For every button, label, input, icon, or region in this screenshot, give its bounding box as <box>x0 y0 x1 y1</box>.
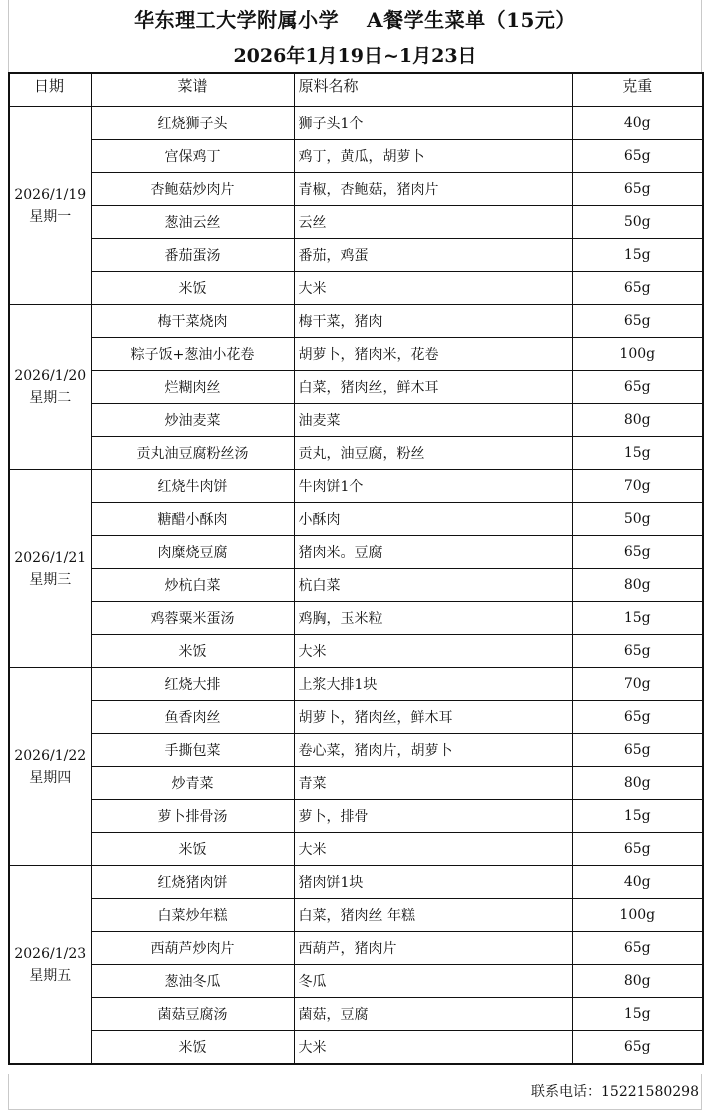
dish-cell: 红烧牛肉饼 <box>91 470 294 503</box>
dish-cell: 米饭 <box>91 272 294 305</box>
dish-cell: 鱼香肉丝 <box>91 701 294 734</box>
dish-cell: 红烧大排 <box>91 668 294 701</box>
dish-cell: 贡丸油豆腐粉丝汤 <box>91 437 294 470</box>
ingredients-cell: 云丝 <box>294 206 572 239</box>
table-row <box>9 305 703 338</box>
weight-cell: 40g <box>572 107 703 140</box>
header-dish: 菜谱 <box>91 73 294 107</box>
dish-cell: 西葫芦炒肉片 <box>91 932 294 965</box>
table-row <box>9 668 703 701</box>
weight-cell: 80g <box>572 767 703 800</box>
ingredients-cell: 猪肉饼1块 <box>294 866 572 899</box>
dish-cell: 红烧狮子头 <box>91 107 294 140</box>
day-cell <box>9 470 91 668</box>
table-row <box>9 602 703 635</box>
table-row <box>9 932 703 965</box>
dish-cell: 糖醋小酥肉 <box>91 503 294 536</box>
weight-cell: 65g <box>572 305 703 338</box>
weight-cell: 65g <box>572 635 703 668</box>
day-cell <box>9 107 91 305</box>
day-date: 2026/1/20 <box>14 368 87 384</box>
table-row <box>9 272 703 305</box>
day-cell <box>9 305 91 470</box>
table-row <box>9 635 703 668</box>
dish-cell: 米饭 <box>91 1031 294 1065</box>
weight-cell: 65g <box>572 833 703 866</box>
weight-cell: 40g <box>572 866 703 899</box>
weight-cell: 65g <box>572 371 703 404</box>
weight-cell: 65g <box>572 701 703 734</box>
menu-table <box>8 72 704 1065</box>
menu-title: 华东理工大学附属小学 A餐学生菜单（15元） <box>8 0 702 40</box>
ingredients-cell: 白菜，猪肉丝 年糕 <box>294 899 572 932</box>
contact-footer: 联系电话：15221580298 <box>8 1074 702 1110</box>
table-row <box>9 173 703 206</box>
ingredients-cell: 狮子头1个 <box>294 107 572 140</box>
dish-cell: 萝卜排骨汤 <box>91 800 294 833</box>
weight-cell: 15g <box>572 437 703 470</box>
ingredients-cell: 油麦菜 <box>294 404 572 437</box>
ingredients-cell: 萝卜，排骨 <box>294 800 572 833</box>
table-row <box>9 569 703 602</box>
table-row <box>9 899 703 932</box>
day-weekday: 星期二 <box>29 390 72 406</box>
dish-cell: 手撕包菜 <box>91 734 294 767</box>
table-row <box>9 998 703 1031</box>
ingredients-cell: 大米 <box>294 635 572 668</box>
day-weekday: 星期四 <box>29 769 72 786</box>
table-row <box>9 107 703 140</box>
weight-cell: 15g <box>572 800 703 833</box>
ingredients-cell: 西葫芦，猪肉片 <box>294 932 572 965</box>
table-row <box>9 239 703 272</box>
table-row <box>9 140 703 173</box>
dish-cell: 葱油云丝 <box>91 206 294 239</box>
date-range-subtitle: 2026年1月19日~1月23日 <box>8 40 702 72</box>
ingredients-cell: 冬瓜 <box>294 965 572 998</box>
table-row <box>9 734 703 767</box>
weight-cell: 65g <box>572 173 703 206</box>
dish-cell: 红烧猪肉饼 <box>91 866 294 899</box>
table-row <box>9 371 703 404</box>
ingredients-cell: 杭白菜 <box>294 569 572 602</box>
dish-cell: 炒油麦菜 <box>91 404 294 437</box>
weight-cell: 80g <box>572 569 703 602</box>
weight-cell: 50g <box>572 503 703 536</box>
weight-cell: 80g <box>572 404 703 437</box>
ingredients-cell: 鸡丁，黄瓜，胡萝卜 <box>294 140 572 173</box>
header-row <box>9 73 703 107</box>
ingredients-cell: 猪肉米。豆腐 <box>294 536 572 569</box>
dish-cell: 鸡蓉粟米蛋汤 <box>91 602 294 635</box>
ingredients-cell: 卷心菜，猪肉片，胡萝卜 <box>294 734 572 767</box>
ingredients-cell: 胡萝卜，猪肉米，花卷 <box>294 338 572 371</box>
ingredients-cell: 大米 <box>294 272 572 305</box>
weight-cell: 65g <box>572 536 703 569</box>
weight-cell: 65g <box>572 140 703 173</box>
dish-cell: 宫保鸡丁 <box>91 140 294 173</box>
day-weekday: 星期一 <box>29 208 72 225</box>
weight-cell: 100g <box>572 899 703 932</box>
weight-cell: 65g <box>572 734 703 767</box>
dish-cell: 米饭 <box>91 635 294 668</box>
ingredients-cell: 鸡胸，玉米粒 <box>294 602 572 635</box>
dish-cell: 粽子饭+葱油小花卷 <box>91 338 294 371</box>
dish-cell: 梅干菜烧肉 <box>91 305 294 338</box>
weight-cell: 15g <box>572 239 703 272</box>
table-row <box>9 866 703 899</box>
day-date: 2026/1/21 <box>14 549 87 566</box>
dish-cell: 炒青菜 <box>91 767 294 800</box>
table-row <box>9 800 703 833</box>
ingredients-cell: 贡丸，油豆腐，粉丝 <box>294 437 572 470</box>
table-row <box>9 1031 703 1065</box>
table-row <box>9 404 703 437</box>
day-date: 2026/1/22 <box>14 747 87 764</box>
ingredients-cell: 牛肉饼1个 <box>294 470 572 503</box>
menu-body <box>9 107 703 1065</box>
day-date: 2026/1/23 <box>14 945 87 962</box>
ingredients-cell: 大米 <box>294 1031 572 1065</box>
ingredients-cell: 青椒，杏鲍菇，猪肉片 <box>294 173 572 206</box>
header-weight: 克重 <box>572 73 703 107</box>
day-weekday: 星期五 <box>29 967 72 984</box>
menu-sheet <box>8 0 702 1065</box>
ingredients-cell: 胡萝卜，猪肉丝，鲜木耳 <box>294 701 572 734</box>
dish-cell: 烂糊肉丝 <box>91 371 294 404</box>
table-row <box>9 767 703 800</box>
dish-cell: 葱油冬瓜 <box>91 965 294 998</box>
dish-cell: 杏鲍菇炒肉片 <box>91 173 294 206</box>
ingredients-cell: 白菜，猪肉丝，鲜木耳 <box>294 371 572 404</box>
dish-cell: 白菜炒年糕 <box>91 899 294 932</box>
weight-cell: 15g <box>572 602 703 635</box>
table-row <box>9 833 703 866</box>
dish-cell: 番茄蛋汤 <box>91 239 294 272</box>
day-weekday: 星期三 <box>29 571 72 588</box>
weight-cell: 70g <box>572 668 703 701</box>
weight-cell: 15g <box>572 998 703 1031</box>
ingredients-cell: 青菜 <box>294 767 572 800</box>
ingredients-cell: 梅干菜，猪肉 <box>294 305 572 338</box>
weight-cell: 80g <box>572 965 703 998</box>
table-row <box>9 503 703 536</box>
weight-cell: 100g <box>572 338 703 371</box>
dish-cell: 米饭 <box>91 833 294 866</box>
ingredients-cell: 番茄，鸡蛋 <box>294 239 572 272</box>
weight-cell: 65g <box>572 272 703 305</box>
table-row <box>9 701 703 734</box>
dish-cell: 菌菇豆腐汤 <box>91 998 294 1031</box>
ingredients-cell: 菌菇，豆腐 <box>294 998 572 1031</box>
day-cell <box>9 866 91 1065</box>
day-cell <box>9 668 91 866</box>
ingredients-cell: 小酥肉 <box>294 503 572 536</box>
table-row <box>9 965 703 998</box>
ingredients-cell: 大米 <box>294 833 572 866</box>
weight-cell: 70g <box>572 470 703 503</box>
dish-cell: 肉糜烧豆腐 <box>91 536 294 569</box>
table-row <box>9 437 703 470</box>
day-date: 2026/1/19 <box>14 186 87 203</box>
table-row <box>9 338 703 371</box>
table-row <box>9 206 703 239</box>
weight-cell: 65g <box>572 932 703 965</box>
header-ingredients: 原料名称 <box>294 73 572 107</box>
header-date: 日期 <box>9 73 91 107</box>
weight-cell: 65g <box>572 1031 703 1065</box>
table-row <box>9 536 703 569</box>
weight-cell: 50g <box>572 206 703 239</box>
dish-cell: 炒杭白菜 <box>91 569 294 602</box>
table-row <box>9 470 703 503</box>
ingredients-cell: 上浆大排1块 <box>294 668 572 701</box>
